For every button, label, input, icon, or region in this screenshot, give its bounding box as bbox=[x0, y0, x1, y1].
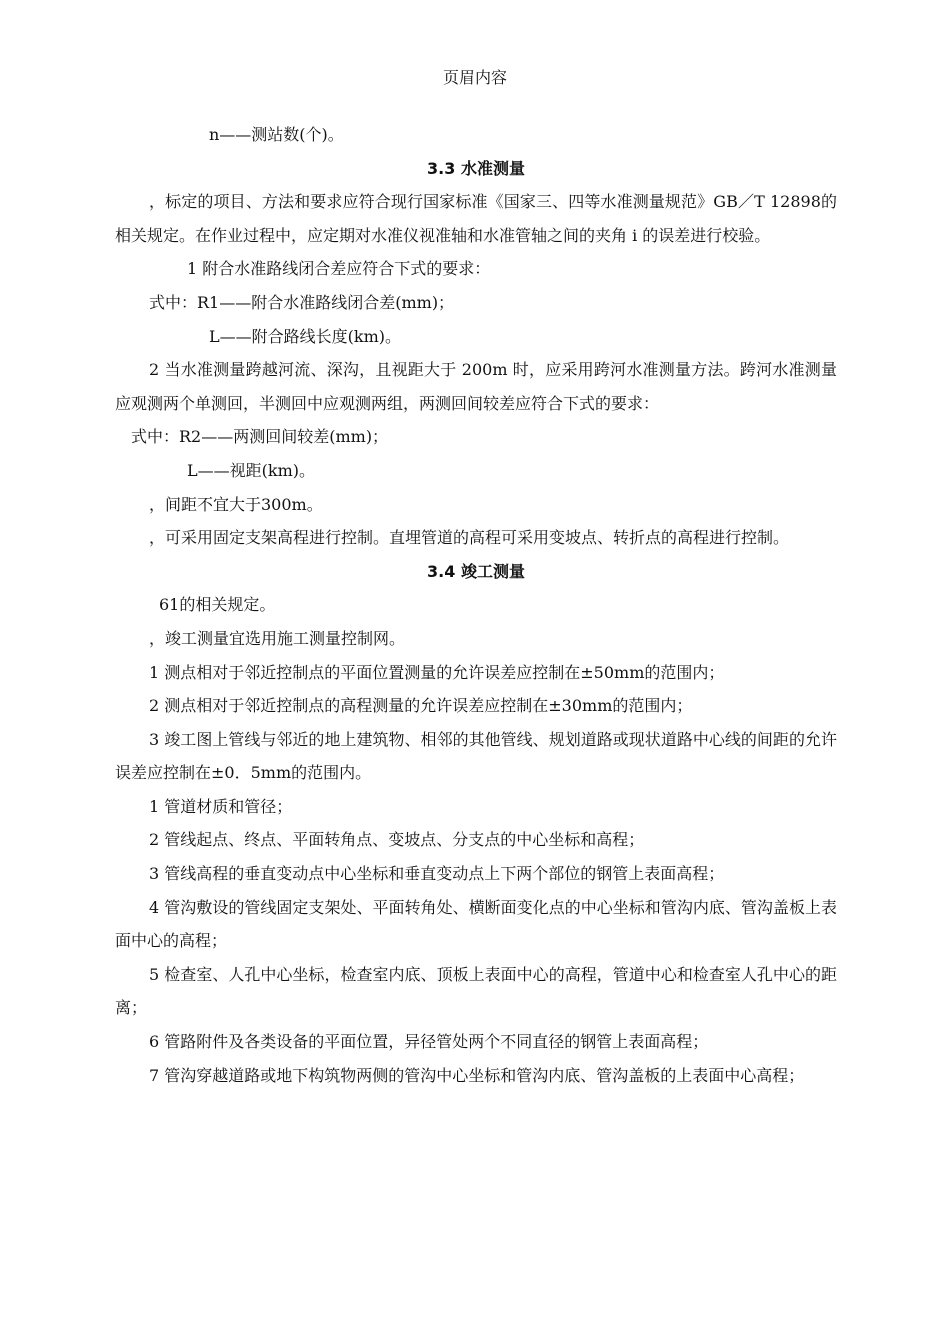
section-heading: 3.4 竣工测量 bbox=[427, 561, 525, 581]
paragraph: 2 当水准测量跨越河流、深沟，且视距大于 200m 时，应采用跨河水准测量方法。跨河水准测量应观测两个单测回，半测回中应观测两组，两测回间较差应符合下式的要求： bbox=[115, 360, 837, 413]
paragraph: 6 管路附件及各类设备的平面位置，异径管处两个不同直径的钢管上表面高程； bbox=[149, 1032, 709, 1052]
paragraph: 2 管线起点、终点、平面转角点、变坡点、分支点的中心坐标和高程； bbox=[149, 830, 645, 850]
paragraph: 4 管沟敷设的管线固定支架处、平面转角处、横断面变化点的中心坐标和管沟内底、管沟盖板上表面中心的高程； bbox=[115, 897, 837, 951]
paragraph: L——附合路线长度(km)。 bbox=[209, 326, 401, 346]
paragraph: 7 管沟穿越道路或地下构筑物两侧的管沟中心坐标和管沟内底、管沟盖板的上表面中心高程； bbox=[149, 1065, 805, 1085]
paragraph: 3 管线高程的垂直变动点中心坐标和垂直变动点上下两个部位的钢管上表面高程； bbox=[149, 864, 725, 884]
paragraph: 5 检查室、人孔中心坐标，检查室内底、顶板上表面中心的高程，管道中心和检查室人孔中心的距离； bbox=[115, 964, 837, 1018]
paragraph: 1 测点相对于邻近控制点的平面位置测量的允许误差应控制在±50mm的范围内； bbox=[149, 662, 725, 682]
paragraph: L——视距(km)。 bbox=[187, 460, 315, 480]
paragraph: ，间距不宜大于300m。 bbox=[149, 494, 323, 514]
document-body bbox=[115, 118, 837, 1092]
paragraph: 1 附合水准路线闭合差应符合下式的要求： bbox=[187, 259, 491, 279]
paragraph: ，标定的项目、方法和要求应符合现行国家标准《国家三、四等水准测量规范》GB／T 12898的相关规定。在作业过程中，应定期对水准仪视准轴和水准管轴之间的夹角 i 的误差进行校验。 bbox=[115, 192, 837, 245]
paragraph: 2 测点相对于邻近控制点的高程测量的允许误差应控制在±30mm的范围内； bbox=[149, 696, 693, 716]
paragraph: 1 管道材质和管径； bbox=[149, 796, 293, 816]
paragraph: 61的相关规定。 bbox=[159, 595, 276, 615]
paragraph: 式中：R2——两测回间较差(mm)； bbox=[131, 427, 389, 447]
paragraph: ，可采用固定支架高程进行控制。直埋管道的高程可采用变坡点、转折点的高程进行控制。 bbox=[149, 528, 790, 548]
paragraph: 式中：R1——附合水准路线闭合差(mm)； bbox=[149, 292, 455, 312]
paragraph: n——测站数(个)。 bbox=[209, 125, 344, 144]
paragraph: 3 竣工图上管线与邻近的地上建筑物、相邻的其他管线、规划道路或现状道路中心线的间距的允许误差应控制在±0．5mm的范围内。 bbox=[115, 729, 837, 783]
page-header: 页眉内容 bbox=[442, 68, 507, 87]
paragraph: ，竣工测量宜选用施工测量控制网。 bbox=[149, 628, 406, 648]
section-heading: 3.3 水准测量 bbox=[427, 158, 525, 178]
